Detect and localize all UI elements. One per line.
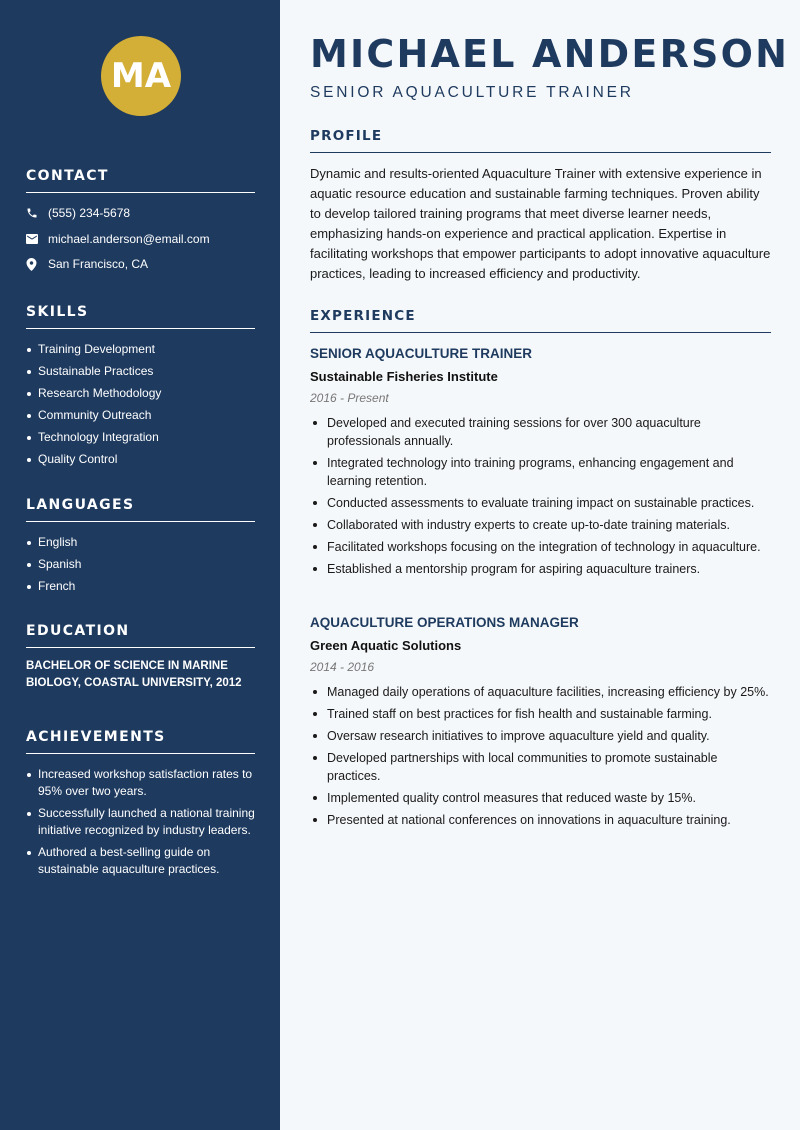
location-text: San Francisco, CA [48, 257, 149, 271]
job-bullet: Conducted assessments to evaluate training impact on sustainable practices. [310, 494, 771, 512]
job-bullet: Facilitated workshops focusing on the integration of technology in aquaculture. [310, 538, 771, 556]
skill-item: Quality Control [26, 451, 255, 468]
contact-phone [26, 205, 255, 221]
language-item: French [26, 578, 255, 595]
job-role: AQUACULTURE OPERATIONS MANAGER [310, 615, 579, 630]
email-text: michael.anderson@email.com [48, 231, 210, 246]
job-bullet: Managed daily operations of aquaculture facilities, increasing efficiency by 25%. [310, 683, 771, 701]
education-section [26, 623, 255, 692]
candidate-title: SENIOR AQUACULTURE TRAINER [310, 84, 634, 101]
skills-heading: SKILLS [26, 304, 255, 329]
job-bullet: Trained staff on best practices for fish health and sustainable farming. [310, 705, 771, 723]
skills-list [26, 341, 255, 468]
skill-item: Training Development [26, 341, 255, 358]
profile-heading: PROFILE [310, 128, 771, 153]
skill-item: Research Methodology [26, 385, 255, 402]
job-bullets [310, 683, 771, 829]
skill-item: Sustainable Practices [26, 363, 255, 380]
contact-location [26, 256, 255, 272]
skill-item: Technology Integration [26, 429, 255, 446]
contact-email [26, 231, 255, 247]
job-bullet: Developed partnerships with local communities to promote sustainable practices. [310, 749, 771, 785]
language-item: Spanish [26, 556, 255, 573]
job-bullet: Integrated technology into training programs, enhancing engagement and learning retention. [310, 454, 771, 490]
sidebar [0, 0, 280, 1130]
achievement-item: Increased workshop satisfaction rates to 95% over two years. [26, 766, 255, 800]
job-dates: 2016 - Present [310, 391, 389, 405]
location-pin-icon [26, 258, 48, 271]
achievements-section [26, 729, 255, 883]
contact-section [26, 168, 255, 272]
contact-heading: CONTACT [26, 168, 255, 193]
education-entry: BACHELOR OF SCIENCE IN MARINE BIOLOGY, COASTAL UNIVERSITY, 2012 [26, 660, 242, 689]
languages-section [26, 497, 255, 600]
job-bullet: Established a mentorship program for aspiring aquaculture trainers. [310, 560, 771, 578]
job-entry [310, 345, 771, 582]
achievements-list [26, 766, 255, 878]
job-bullet: Oversaw research initiatives to improve aquaculture yield and quality. [310, 727, 771, 745]
skills-section [26, 304, 255, 473]
skill-item: Community Outreach [26, 407, 255, 424]
education-heading: EDUCATION [26, 623, 255, 648]
job-bullet: Collaborated with industry experts to create up-to-date training materials. [310, 516, 771, 534]
job-bullet: Developed and executed training sessions for over 300 aquaculture professionals annually. [310, 414, 771, 450]
phone-icon [26, 207, 48, 219]
language-item: English [26, 534, 255, 551]
job-role: SENIOR AQUACULTURE TRAINER [310, 346, 532, 361]
achievement-item: Successfully launched a national training initiative recognized by industry leaders. [26, 805, 255, 839]
achievement-item: Authored a best-selling guide on sustainable aquaculture practices. [26, 844, 255, 878]
languages-list [26, 534, 255, 595]
job-bullet: Presented at national conferences on innovations in aquaculture training. [310, 811, 771, 829]
email-icon [26, 234, 48, 244]
candidate-name: MICHAEL ANDERSON [310, 32, 790, 76]
job-bullet: Implemented quality control measures that reduced waste by 15%. [310, 789, 771, 807]
languages-heading: LANGUAGES [26, 497, 255, 522]
job-company: Sustainable Fisheries Institute [310, 369, 498, 384]
job-entry [310, 614, 771, 833]
job-dates: 2014 - 2016 [310, 660, 375, 674]
avatar: MA [101, 36, 181, 116]
job-company: Green Aquatic Solutions [310, 638, 462, 653]
profile-text: Dynamic and results-oriented Aquaculture Trainer with extensive experience in aquatic resource education and sustainable farming techniques. Proven ability to develop tailored training programs that meet diverse learner needs, emphasizing hands-on experience and practical application. Expertise in facilitating workshops that empower participants to adopt innovative aquaculture practices, leading to increased efficiency and productivity. [310, 166, 771, 281]
achievements-heading: ACHIEVEMENTS [26, 729, 255, 754]
job-bullets [310, 414, 771, 578]
phone-text: (555) 234-5678 [48, 206, 131, 220]
experience-heading: EXPERIENCE [310, 308, 771, 333]
